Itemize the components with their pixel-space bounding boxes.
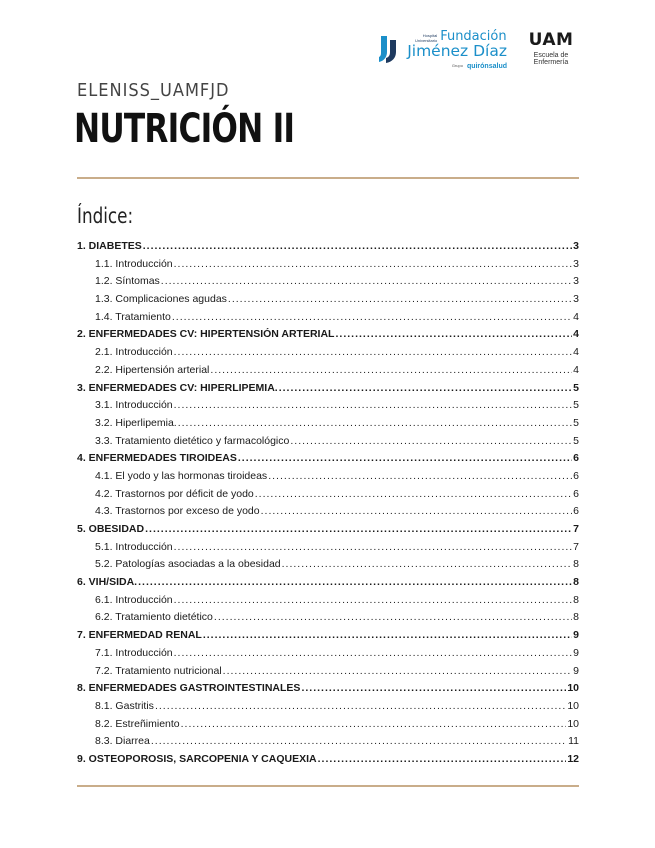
toc-entry-label: 2.2. Hipertensión arterial	[95, 363, 210, 376]
toc-chapter-entry[interactable]	[77, 523, 579, 541]
toc-chapter-entry[interactable]	[77, 452, 579, 470]
toc-dot-leader	[210, 364, 572, 376]
toc-page-number: 6	[573, 469, 579, 482]
toc-section-entry[interactable]	[77, 488, 579, 506]
toc-page-number: 8	[573, 593, 579, 606]
toc-section-entry[interactable]	[77, 594, 579, 612]
uam-sub-line-1: Escuela de	[533, 52, 569, 59]
toc-page-number: 3	[573, 293, 579, 306]
top-divider	[77, 177, 579, 179]
toc-dot-leader	[174, 258, 573, 270]
toc-entry-label: 5.1. Introducción	[95, 540, 173, 553]
toc-dot-leader	[174, 346, 573, 358]
fjd-emblem-icon	[377, 34, 401, 64]
toc-entry-label: 8.2. Estreñimiento	[95, 717, 180, 730]
toc-dot-leader	[138, 576, 572, 588]
toc-dot-leader	[335, 328, 572, 340]
toc-dot-leader	[174, 541, 573, 553]
toc-entry-label: 3.3. Tratamiento dietético y farmacológico	[95, 434, 290, 447]
toc-section-entry[interactable]	[77, 258, 579, 276]
toc-section-entry[interactable]	[77, 470, 579, 488]
header-logos	[377, 30, 577, 70]
toc-entry-label: 4. ENFERMEDADES TIROIDEAS	[77, 452, 237, 465]
toc-page-number: 10	[567, 682, 579, 695]
toc-section-entry[interactable]	[77, 399, 579, 417]
toc-dot-leader	[151, 735, 567, 747]
fjd-fundacion-text: Fundación	[440, 29, 507, 44]
toc-page-number: 11	[568, 735, 579, 748]
toc-dot-leader	[318, 753, 567, 765]
toc-section-entry[interactable]	[77, 735, 579, 753]
toc-section-entry[interactable]	[77, 647, 579, 665]
toc-page-number: 10	[567, 717, 579, 730]
toc-section-entry[interactable]	[77, 700, 579, 718]
toc-dot-leader	[178, 417, 572, 429]
toc-dot-leader	[238, 452, 572, 464]
toc-dot-leader	[301, 682, 566, 694]
toc-chapter-entry[interactable]	[77, 576, 579, 594]
index-heading: Índice:	[77, 204, 134, 228]
toc-entry-label: 3.1. Introducción	[95, 399, 173, 412]
toc-section-entry[interactable]	[77, 346, 579, 364]
toc-page-number: 7	[573, 540, 579, 553]
toc-entry-label: 4.3. Trastornos por exceso de yodo	[95, 505, 260, 518]
toc-section-entry[interactable]	[77, 558, 579, 576]
toc-section-entry[interactable]	[77, 718, 579, 736]
toc-page-number: 5	[573, 381, 579, 394]
toc-section-entry[interactable]	[77, 417, 579, 435]
toc-section-entry[interactable]	[77, 275, 579, 293]
toc-dot-leader	[282, 558, 573, 570]
toc-section-entry[interactable]	[77, 665, 579, 683]
toc-page-number: 9	[573, 664, 579, 677]
toc-chapter-entry[interactable]	[77, 682, 579, 700]
toc-entry-label: 7. ENFERMEDAD RENAL	[77, 629, 202, 642]
toc-entry-label: 2.1. Introducción	[95, 346, 173, 359]
toc-page-number: 6	[573, 487, 579, 500]
toc-page-number: 9	[573, 646, 579, 659]
toc-page-number: 6	[573, 452, 579, 465]
toc-entry-label: 8. ENFERMEDADES GASTROINTESTINALES	[77, 682, 301, 695]
page-title: NUTRICIÓN II	[74, 106, 295, 152]
toc-page-number: 4	[573, 310, 579, 323]
toc-page-number: 4	[573, 328, 579, 341]
toc-dot-leader	[279, 382, 572, 394]
toc-chapter-entry[interactable]	[77, 328, 579, 346]
toc-dot-leader	[174, 594, 573, 606]
toc-section-entry[interactable]	[77, 611, 579, 629]
toc-dot-leader	[161, 275, 572, 287]
toc-dot-leader	[172, 311, 572, 323]
fjd-name-text: Jiménez Díaz	[407, 42, 507, 60]
toc-dot-leader	[261, 505, 573, 517]
toc-entry-label: 3. ENFERMEDADES CV: HIPERLIPEMIA.	[77, 381, 278, 394]
toc-dot-leader	[268, 470, 572, 482]
toc-dot-leader	[214, 611, 572, 623]
uam-logo-text: UAM	[528, 30, 574, 50]
toc-page-number: 6	[573, 505, 579, 518]
bottom-divider	[77, 785, 579, 787]
toc-page-number: 4	[573, 363, 579, 376]
toc-dot-leader	[228, 293, 572, 305]
fjd-grupo-text: Grupo	[451, 63, 463, 68]
toc-chapter-entry[interactable]	[77, 753, 579, 771]
toc-entry-label: 9. OSTEOPOROSIS, SARCOPENIA Y CAQUEXIA	[77, 752, 317, 765]
toc-entry-label: 5.2. Patologías asociadas a la obesidad	[95, 558, 281, 571]
toc-entry-label: 7.1. Introducción	[95, 646, 173, 659]
toc-entry-label: 6. VIH/SIDA.	[77, 576, 138, 589]
toc-entry-label: 6.2. Tratamiento dietético	[95, 611, 213, 624]
toc-page-number: 3	[573, 257, 579, 270]
toc-page-number: 5	[573, 416, 579, 429]
toc-dot-leader	[145, 523, 572, 535]
toc-page-number: 8	[573, 576, 579, 589]
toc-dot-leader	[255, 488, 572, 500]
toc-dot-leader	[181, 718, 567, 730]
toc-page-number: 9	[573, 629, 579, 642]
uam-sub-line-2: Enfermería	[533, 59, 569, 67]
toc-entry-label: 1.3. Complicaciones agudas	[95, 293, 227, 306]
toc-entry-label: 1.4. Tratamiento	[95, 310, 171, 323]
toc-dot-leader	[223, 665, 573, 677]
toc-section-entry[interactable]	[77, 364, 579, 382]
toc-entry-label: 8.3. Diarrea	[95, 735, 150, 748]
fjd-quiron-text: quirónsalud	[466, 62, 507, 70]
toc-dot-leader	[290, 435, 572, 447]
toc-section-entry[interactable]	[77, 435, 579, 453]
toc-dot-leader	[155, 700, 566, 712]
toc-entry-label: 6.1. Introducción	[95, 593, 173, 606]
table-of-contents	[77, 240, 579, 771]
toc-section-entry[interactable]	[77, 541, 579, 559]
toc-page-number: 8	[573, 611, 579, 624]
toc-chapter-entry[interactable]	[77, 382, 579, 400]
toc-entry-label: 2. ENFERMEDADES CV: HIPERTENSIÓN ARTERIAL	[77, 328, 335, 341]
toc-page-number: 7	[573, 523, 579, 535]
fjd-hospital-text: Hospital Universitario	[414, 33, 438, 43]
toc-entry-label: 4.1. El yodo y las hormonas tiroideas	[95, 469, 268, 482]
toc-page-number: 12	[567, 752, 579, 765]
toc-chapter-entry[interactable]	[77, 629, 579, 647]
toc-entry-label: 5. OBESIDAD	[77, 523, 145, 535]
toc-page-number: 4	[573, 346, 579, 359]
toc-entry-label: 1. DIABETES	[77, 240, 142, 252]
toc-section-entry[interactable]	[77, 293, 579, 311]
toc-section-entry[interactable]	[77, 311, 579, 329]
toc-entry-label: 4.2. Trastornos por déficit de yodo	[95, 487, 254, 500]
toc-entry-label: 3.2. Hiperlipemia.	[95, 416, 177, 429]
toc-dot-leader	[203, 629, 572, 641]
toc-entry-label: 1.2. Síntomas	[95, 275, 160, 288]
toc-page-number: 8	[573, 558, 579, 571]
toc-entry-label: 8.1. Gastritis	[95, 699, 154, 712]
toc-page-number: 3	[573, 240, 579, 252]
uam-logo	[525, 30, 577, 67]
toc-entry-label: 1.1. Introducción	[95, 257, 173, 270]
toc-section-entry[interactable]	[77, 505, 579, 523]
toc-page-number: 3	[573, 275, 579, 288]
toc-page-number: 5	[573, 399, 579, 412]
toc-page-number: 10	[567, 699, 579, 712]
toc-dot-leader	[174, 399, 573, 411]
toc-page-number: 5	[573, 434, 579, 447]
fjd-logo	[377, 30, 507, 70]
toc-chapter-entry[interactable]	[77, 240, 579, 258]
toc-dot-leader	[174, 647, 573, 659]
toc-entry-label: 7.2. Tratamiento nutricional	[95, 664, 222, 677]
toc-dot-leader	[143, 240, 572, 252]
series-label: ELENISS_UAMFJD	[77, 80, 230, 101]
